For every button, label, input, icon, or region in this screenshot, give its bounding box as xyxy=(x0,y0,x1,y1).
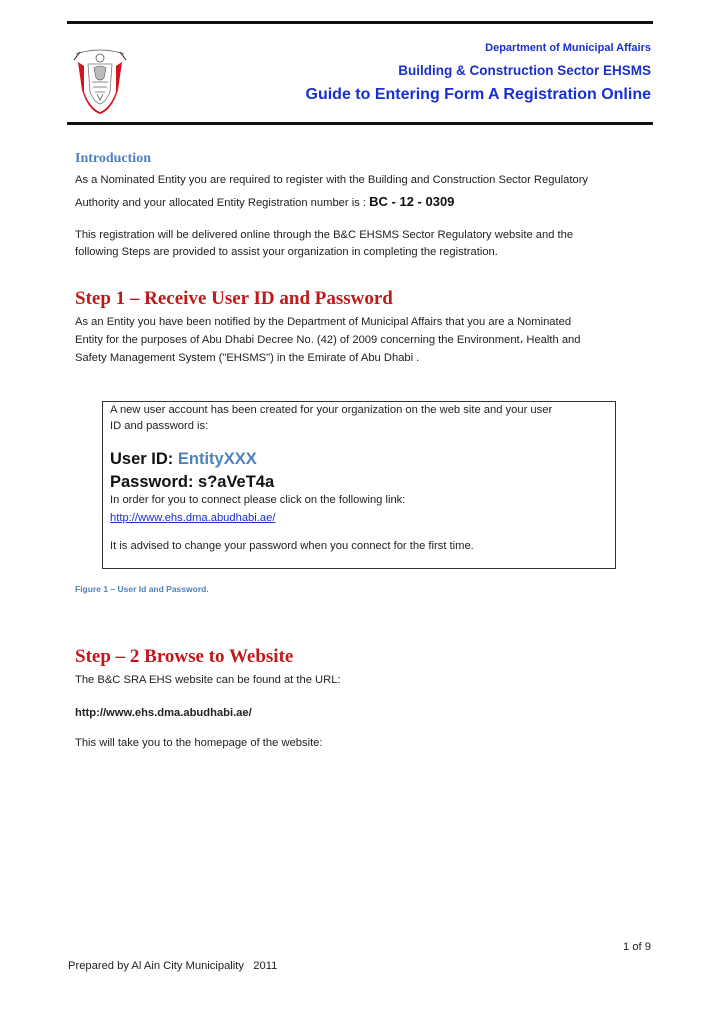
page-number: 1 of 9 xyxy=(623,941,651,953)
intro-para2-line-1: This registration will be delivered online through the B&C EHSMS Sector Regulatory website and the xyxy=(75,229,574,241)
website-link[interactable]: http://www.ehs.dma.abudhabi.ae/ xyxy=(110,512,276,524)
document-title: Guide to Entering Form A Registration Online xyxy=(305,86,651,103)
step2-line-2: This will take you to the homepage of the website: xyxy=(75,737,323,749)
registration-number: BC - 12 - 0309 xyxy=(369,194,455,209)
user-id-value: EntityXXX xyxy=(177,450,257,468)
step2-url: http://www.ehs.dma.abudhabi.ae/ xyxy=(75,707,252,719)
step1-heading: Step 1 – Receive User ID and Password xyxy=(75,288,393,309)
step2-heading: Step – 2 Browse to Website xyxy=(75,646,294,667)
box-line-1: A new user account has been created for your organization on the web site and your user xyxy=(110,404,553,416)
header-top-rule xyxy=(67,21,653,24)
step2-line-1: The B&C SRA EHS website can be found at the URL: xyxy=(75,674,341,686)
password-line: Password: s?aVeT4a xyxy=(110,473,275,491)
box-line-2: ID and password is: xyxy=(110,420,209,432)
connect-instruction: In order for you to connect please click on the following link: xyxy=(110,494,406,506)
header-bottom-rule xyxy=(67,122,653,125)
figure-caption: Figure 1 – User Id and Password. xyxy=(75,584,209,594)
step1-line-3: Safety Management System ("EHSMS") in the Emirate of Abu Dhabi . xyxy=(75,352,420,364)
step1-line-1: As an Entity you have been notified by the Department of Municipal Affairs that you are a Nominated xyxy=(75,316,572,328)
credentials-box xyxy=(102,401,616,569)
sector-name: Building & Construction Sector EHSMS xyxy=(398,63,651,78)
step1-line-2: Entity for the purposes of Abu Dhabi Decree No. (42) of 2009 concerning the Environment، Health and xyxy=(75,334,581,346)
emblem-logo xyxy=(68,44,132,114)
intro-para2-line-2: following Steps are provided to assist your organization in completing the registration. xyxy=(75,246,498,258)
intro-line-2: Authority and your allocated Entity Registration number is : BC - 12 - 0309 xyxy=(75,194,455,209)
department-name: Department of Municipal Affairs xyxy=(485,42,651,54)
password-advice: It is advised to change your password when you connect for the first time. xyxy=(110,540,474,552)
footer-text: Prepared by Al Ain City Municipality 2011 xyxy=(68,960,278,972)
website-link-line xyxy=(110,512,275,524)
user-id-line: User ID: EntityXXX xyxy=(110,450,257,468)
introduction-heading: Introduction xyxy=(75,151,151,166)
intro-line-1: As a Nominated Entity you are required to register with the Building and Construction Sector Regulatory xyxy=(75,174,589,186)
